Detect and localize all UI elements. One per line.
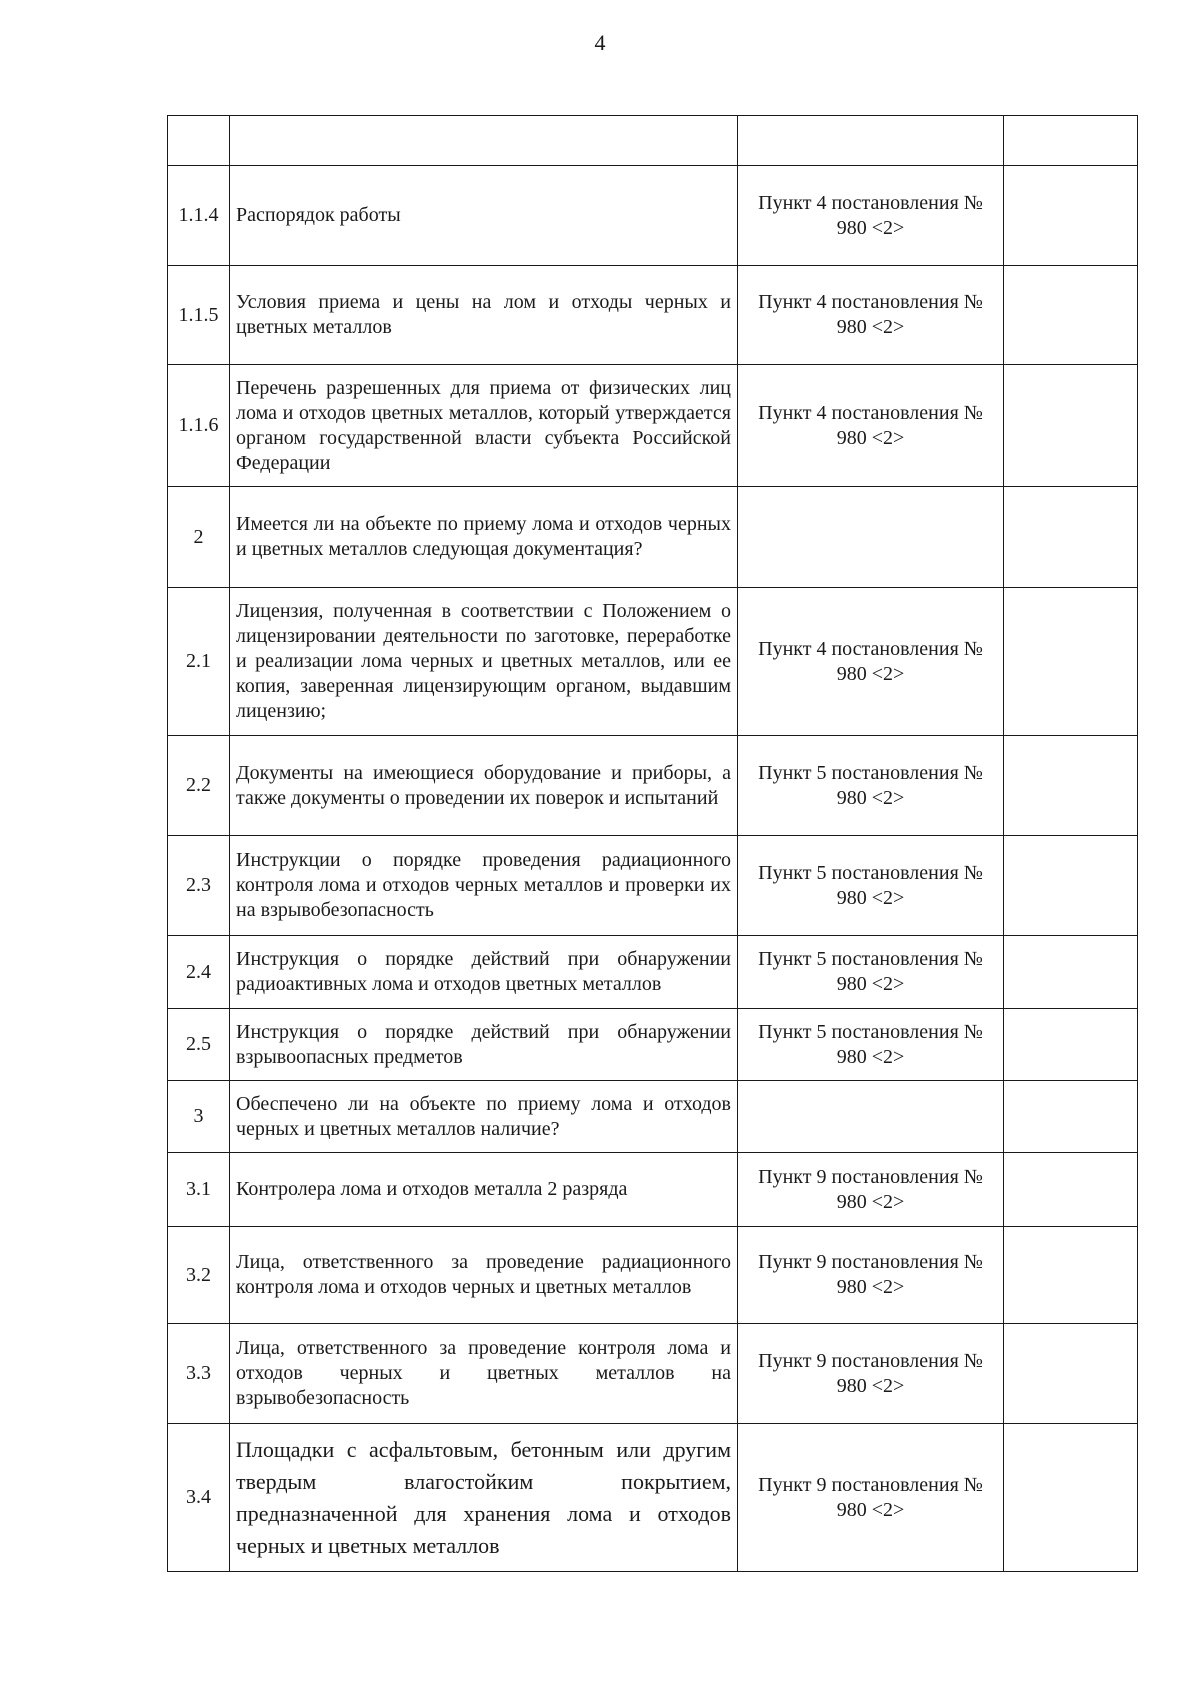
row-number: 2.2 [168,736,230,836]
row-number: 3.4 [168,1424,230,1572]
row-reference: Пункт 5 постановления № 980 <2> [738,936,1004,1009]
table-row [168,836,1138,936]
table-row [168,365,1138,487]
row-number: 2.4 [168,936,230,1009]
row-reference: Пункт 4 постановления № 980 <2> [738,365,1004,487]
row-reference: Пункт 9 постановления № 980 <2> [738,1227,1004,1324]
row-note [1004,1009,1138,1081]
row-note [1004,266,1138,365]
row-reference: Пункт 9 постановления № 980 <2> [738,1424,1004,1572]
row-question: Документы на имеющиеся оборудование и приборы, а также документы о проведении их поверок и испытаний [230,736,738,836]
row-question: Распорядок работы [230,166,738,266]
row-number: 2 [168,487,230,588]
row-question: Перечень разрешенных для приема от физических лиц лома и отходов цветных металлов, который утверждается органом государственной власти субъекта Российской Федерации [230,365,738,487]
table-row [168,936,1138,1009]
row-reference: Пункт 5 постановления № 980 <2> [738,836,1004,936]
row-reference: Пункт 4 постановления № 980 <2> [738,166,1004,266]
row-note [1004,1227,1138,1324]
row-number: 2.1 [168,588,230,736]
row-reference: Пункт 4 постановления № 980 <2> [738,588,1004,736]
row-note [1004,487,1138,588]
row-number: 2.3 [168,836,230,936]
row-question: Площадки с асфальтовым, бетонным или другим твердым влагостойким покрытием, предназначенной для хранения лома и отходов черных и цветных металлов [230,1424,738,1572]
table-row [168,487,1138,588]
row-reference [738,1081,1004,1153]
table-row [168,1153,1138,1227]
row-reference: Пункт 5 постановления № 980 <2> [738,736,1004,836]
row-note [1004,166,1138,266]
row-question: Имеется ли на объекте по приему лома и отходов черных и цветных металлов следующая документация? [230,487,738,588]
table-header-row [168,116,1138,166]
row-number: 1.1.4 [168,166,230,266]
row-number: 1.1.5 [168,266,230,365]
row-note [1004,1081,1138,1153]
row-reference: Пункт 4 постановления № 980 <2> [738,266,1004,365]
table-row [168,166,1138,266]
table-row [168,266,1138,365]
row-number: 1.1.6 [168,365,230,487]
row-question: Инструкция о порядке действий при обнаружении радиоактивных лома и отходов цветных металлов [230,936,738,1009]
row-question: Контролера лома и отходов металла 2 разряда [230,1153,738,1227]
table-row [168,1081,1138,1153]
header-cell-note [1004,116,1138,166]
header-cell-number [168,116,230,166]
row-number: 3.3 [168,1324,230,1424]
table-row [168,1227,1138,1324]
checklist-table [167,115,1138,1572]
row-note [1004,1424,1138,1572]
row-question: Условия приема и цены на лом и отходы черных и цветных металлов [230,266,738,365]
row-question: Лица, ответственного за проведение радиационного контроля лома и отходов черных и цветных металлов [230,1227,738,1324]
row-number: 2.5 [168,1009,230,1081]
row-reference: Пункт 9 постановления № 980 <2> [738,1153,1004,1227]
page-number: 4 [594,30,606,55]
header-cell-question [230,116,738,166]
row-note [1004,836,1138,936]
row-question: Инструкции о порядке проведения радиационного контроля лома и отходов черных металлов и проверки их на взрывобезопасность [230,836,738,936]
row-question: Обеспечено ли на объекте по приему лома и отходов черных и цветных металлов наличие? [230,1081,738,1153]
row-note [1004,588,1138,736]
row-question: Лицензия, полученная в соответствии с Положением о лицензировании деятельности по заготовке, переработке и реализации лома черных и цветных металлов, или ее копия, заверенная лицензирующим органом, выдавшим лицензию; [230,588,738,736]
row-reference: Пункт 5 постановления № 980 <2> [738,1009,1004,1081]
row-note [1004,365,1138,487]
table-row [168,1324,1138,1424]
row-reference [738,487,1004,588]
table-row [168,1009,1138,1081]
row-number: 3.1 [168,1153,230,1227]
row-question: Инструкция о порядке действий при обнаружении взрывоопасных предметов [230,1009,738,1081]
row-note [1004,936,1138,1009]
row-reference: Пункт 9 постановления № 980 <2> [738,1324,1004,1424]
table-row [168,588,1138,736]
row-question: Лица, ответственного за проведение контроля лома и отходов черных и цветных металлов на взрывобезопасность [230,1324,738,1424]
table-row [168,736,1138,836]
header-cell-reference [738,116,1004,166]
row-number: 3 [168,1081,230,1153]
row-note [1004,1324,1138,1424]
row-note [1004,1153,1138,1227]
row-note [1004,736,1138,836]
table-row [168,1424,1138,1572]
row-number: 3.2 [168,1227,230,1324]
